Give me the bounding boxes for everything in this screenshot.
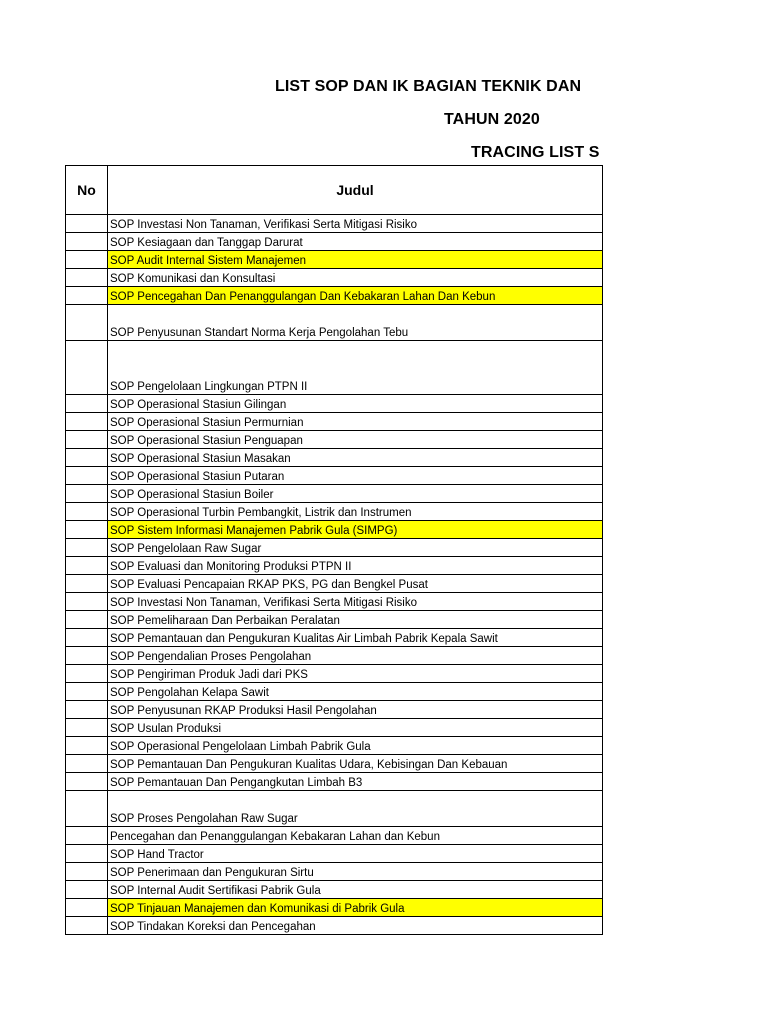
row-title-cell: SOP Pengolahan Kelapa Sawit [108,683,603,701]
row-number-cell [66,593,108,611]
row-title-cell: SOP Pengelolaan Raw Sugar [108,539,603,557]
table-row [66,575,603,593]
table-row [66,467,603,485]
table-row [66,845,603,863]
row-number-cell [66,287,108,305]
table-row [66,827,603,845]
row-number-cell [66,305,108,341]
row-number-cell [66,719,108,737]
row-number-cell [66,881,108,899]
row-number-cell [66,539,108,557]
row-title-cell: SOP Investasi Non Tanaman, Verifikasi Serta Mitigasi Risiko [108,593,603,611]
row-number-cell [66,575,108,593]
row-number-cell [66,827,108,845]
table-row [66,737,603,755]
table-row [66,305,603,341]
table-row [66,449,603,467]
row-number-cell [66,269,108,287]
row-title-cell: SOP Pengelolaan Lingkungan PTPN II [108,341,603,395]
row-title-cell: SOP Penyusunan Standart Norma Kerja Pengolahan Tebu [108,305,603,341]
row-number-cell [66,341,108,395]
row-number-cell [66,647,108,665]
row-title-cell: SOP Evaluasi Pencapaian RKAP PKS, PG dan Bengkel Pusat [108,575,603,593]
sop-table [65,165,603,935]
row-number-cell [66,557,108,575]
table-header-row [66,166,603,215]
row-number-cell [66,737,108,755]
table-row [66,629,603,647]
row-number-cell [66,863,108,881]
table-row [66,233,603,251]
row-title-cell: SOP Operasional Pengelolaan Limbah Pabrik Gula [108,737,603,755]
row-title-cell: SOP Operasional Stasiun Boiler [108,485,603,503]
row-title-cell: SOP Pengendalian Proses Pengolahan [108,647,603,665]
table-row [66,647,603,665]
table-row [66,215,603,233]
table-row [66,881,603,899]
row-title-cell: SOP Pemantauan Dan Pengangkutan Limbah B3 [108,773,603,791]
row-title-cell: SOP Operasional Stasiun Putaran [108,467,603,485]
row-title-cell: SOP Operasional Stasiun Masakan [108,449,603,467]
table-row-highlighted [66,899,603,917]
row-number-cell [66,845,108,863]
row-title-cell: SOP Operasional Stasiun Gilingan [108,395,603,413]
row-title-cell: SOP Proses Pengolahan Raw Sugar [108,791,603,827]
table-row [66,755,603,773]
row-number-cell [66,683,108,701]
row-title-cell: SOP Sistem Informasi Manajemen Pabrik Gula (SIMPG) [108,521,603,539]
row-title-cell: SOP Tinjauan Manajemen dan Komunikasi di Pabrik Gula [108,899,603,917]
row-title-cell: SOP Investasi Non Tanaman, Verifikasi Serta Mitigasi Risiko [108,215,603,233]
table-row [66,269,603,287]
table-row [66,773,603,791]
row-number-cell [66,431,108,449]
table-row [66,503,603,521]
row-number-cell [66,899,108,917]
table-row [66,557,603,575]
row-number-cell [66,503,108,521]
row-title-cell: SOP Usulan Produksi [108,719,603,737]
row-number-cell [66,755,108,773]
document-year: TAHUN 2020 [444,111,540,128]
row-number-cell [66,395,108,413]
sop-table-body [66,215,603,935]
row-number-cell [66,251,108,269]
row-title-cell: SOP Penerimaan dan Pengukuran Sirtu [108,863,603,881]
row-title-cell: SOP Operasional Stasiun Penguapan [108,431,603,449]
document-title: LIST SOP DAN IK BAGIAN TEKNIK DAN [275,78,582,95]
row-title-cell: SOP Pemantauan Dan Pengukuran Kualitas Udara, Kebisingan Dan Kebauan [108,755,603,773]
column-header-no: No [66,166,108,215]
row-title-cell: SOP Internal Audit Sertifikasi Pabrik Gula [108,881,603,899]
row-title-cell: SOP Operasional Stasiun Permurnian [108,413,603,431]
row-number-cell [66,215,108,233]
row-title-cell: SOP Pencegahan Dan Penanggulangan Dan Kebakaran Lahan Dan Kebun [108,287,603,305]
table-row [66,917,603,935]
table-row-highlighted [66,251,603,269]
table-row [66,485,603,503]
table-row [66,431,603,449]
row-number-cell [66,791,108,827]
row-number-cell [66,233,108,251]
row-number-cell [66,701,108,719]
row-number-cell [66,485,108,503]
column-header-judul: Judul [108,166,603,215]
row-number-cell [66,413,108,431]
table-row [66,593,603,611]
table-row [66,611,603,629]
row-title-cell: SOP Pemeliharaan Dan Perbaikan Peralatan [108,611,603,629]
table-row [66,683,603,701]
table-row [66,413,603,431]
document-subtitle: TRACING LIST S [471,144,600,161]
row-title-cell: SOP Operasional Turbin Pembangkit, Listrik dan Instrumen [108,503,603,521]
row-title-cell: SOP Penyusunan RKAP Produksi Hasil Pengolahan [108,701,603,719]
row-title-cell: SOP Tindakan Koreksi dan Pencegahan [108,917,603,935]
row-number-cell [66,521,108,539]
table-row [66,791,603,827]
row-title-cell: Pencegahan dan Penanggulangan Kebakaran Lahan dan Kebun [108,827,603,845]
row-number-cell [66,467,108,485]
table-row [66,701,603,719]
row-title-cell: SOP Pengiriman Produk Jadi dari PKS [108,665,603,683]
row-number-cell [66,665,108,683]
row-title-cell: SOP Audit Internal Sistem Manajemen [108,251,603,269]
row-number-cell [66,629,108,647]
table-row [66,863,603,881]
row-title-cell: SOP Kesiagaan dan Tanggap Darurat [108,233,603,251]
table-row [66,341,603,395]
row-title-cell: SOP Hand Tractor [108,845,603,863]
row-number-cell [66,449,108,467]
row-title-cell: SOP Evaluasi dan Monitoring Produksi PTPN II [108,557,603,575]
table-row-highlighted [66,287,603,305]
table-row-highlighted [66,521,603,539]
row-number-cell [66,917,108,935]
row-title-cell: SOP Pemantauan dan Pengukuran Kualitas Air Limbah Pabrik Kepala Sawit [108,629,603,647]
row-title-cell: SOP Komunikasi dan Konsultasi [108,269,603,287]
row-number-cell [66,611,108,629]
table-row [66,539,603,557]
table-row [66,395,603,413]
table-row [66,719,603,737]
row-number-cell [66,773,108,791]
table-row [66,665,603,683]
